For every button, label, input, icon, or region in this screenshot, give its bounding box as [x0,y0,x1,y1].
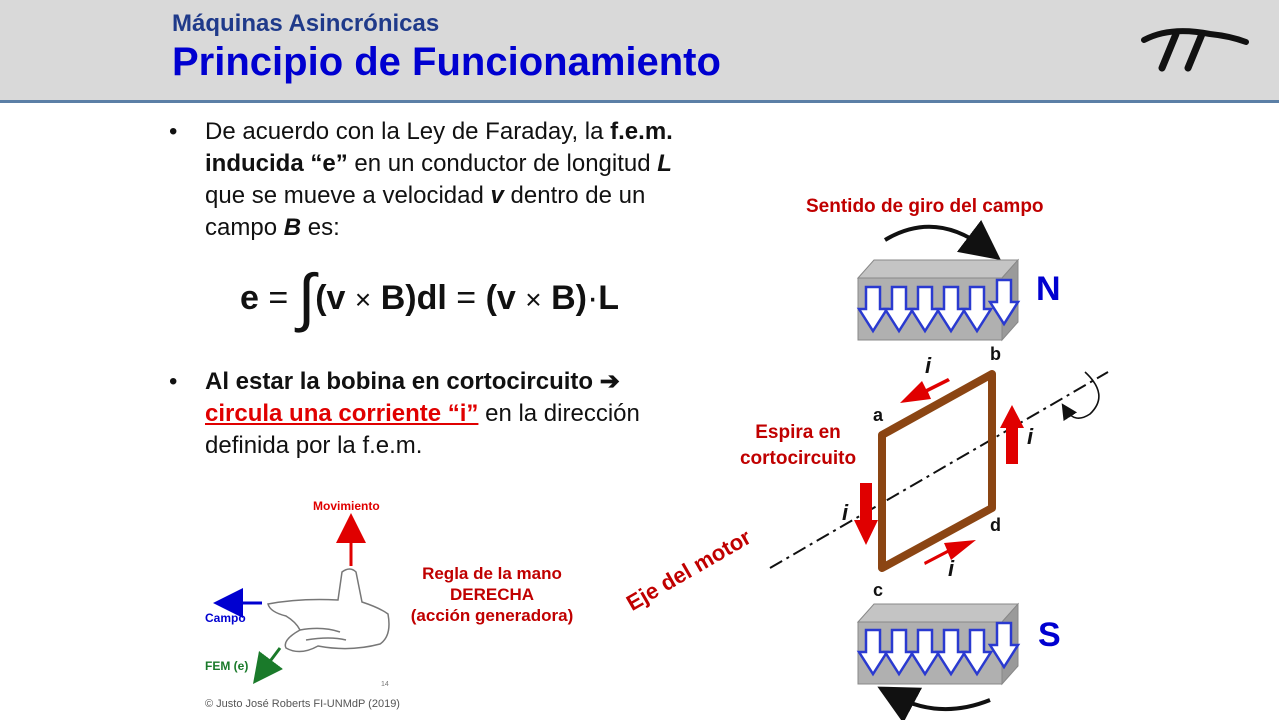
var-L: L [657,150,672,177]
eq-lhs: e [240,279,259,317]
current-arrow-right [1000,405,1024,464]
eq-part: B) [551,279,587,317]
bullet-text: es: [301,214,340,241]
eq-part: (v [485,279,516,317]
corner-b-label: b [990,344,1001,364]
cross-product-sign: × [354,284,372,315]
south-pole-label: S [1038,616,1061,654]
eq-part: (v [315,279,346,317]
movement-label: Movimiento [313,499,380,513]
loop-label-line: Espira en [755,422,841,443]
bullet-dot: • [169,368,178,395]
motor-axis-label: Eje del motor [622,524,756,616]
bullet-bold-fem: f.e.m. inducida “e” [205,118,673,177]
rule-line: DERECHA [449,585,535,604]
rotation-arrow-top [885,227,985,248]
current-label-right: i [1027,424,1034,449]
slide-subtitle: Máquinas Asincrónicas [172,10,440,37]
north-magnet [858,260,1018,340]
axis-rotation-icon [1066,372,1099,418]
bullet-text: dentro de un campo [205,182,646,241]
field-rotation-label: Sentido de giro del campo [806,196,1044,217]
dot-sign: · [586,279,599,317]
eq-part: B)dl [380,279,447,317]
bullet-text: que se mueve a velocidad [205,182,491,209]
loop-label-line: cortocircuito [739,448,857,469]
rule-line: (acción generadora) [410,606,574,625]
fem-label: FEM (e) [205,659,249,673]
field-label: Campo [205,611,246,625]
corner-c-label: c [873,580,884,600]
north-pole-label: N [1036,270,1061,308]
rotation-arrow-bottom [895,696,990,709]
var-v: v [490,182,504,209]
bullet-dot: • [169,118,178,145]
bullet-bold-text: Al estar la bobina en cortocircuito ➔ [205,368,620,395]
cross-product-sign: × [525,284,542,315]
slide-title: Principio de Funcionamiento [172,40,721,84]
current-label-top: i [925,353,932,378]
current-label-bottom: i [948,556,955,581]
loop-label [728,420,868,472]
eq-equals: = [456,279,477,317]
corner-d-label: d [990,515,1001,535]
var-B: B [283,214,302,241]
bullet-text: en un conductor de longitud [347,150,658,177]
current-label-left: i [842,500,849,525]
rule-line: Regla de la mano [422,564,562,583]
figure-number: 14 [381,681,389,688]
bullet-red-current: circula una corriente “i” [205,400,479,427]
bullet-text: en la dirección definida por la f.e.m. [205,400,640,459]
eq-part: L [598,279,620,317]
integral-sign: ∫ [297,261,316,333]
bullet-text: De acuerdo con la Ley de Faraday, la [205,118,604,145]
eq-equals: = [268,279,289,317]
copyright-footer: © Justo José Roberts FI-UNMdP (2019) [205,698,400,710]
corner-a-label: a [873,405,884,425]
current-arrow-left [854,483,878,545]
